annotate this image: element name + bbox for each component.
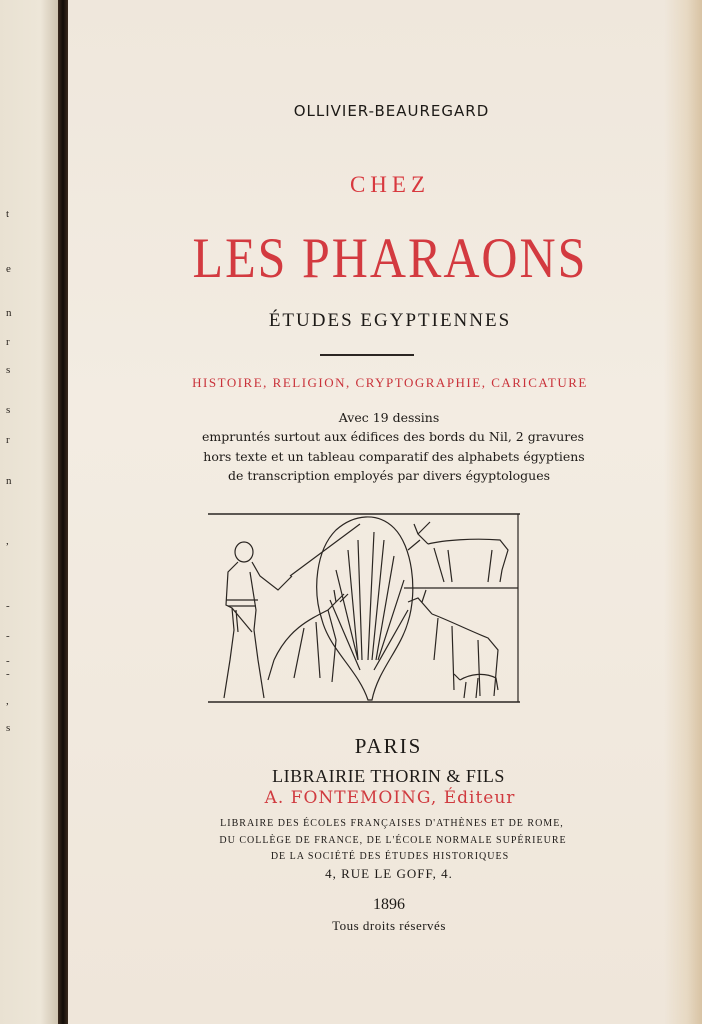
description-line: Avec 19 dessins: [338, 410, 440, 425]
facing-page-fragment: r: [6, 434, 10, 446]
topics-line: HISTOIRE, RELIGION, CRYPTOGRAPHIE, CARICATURE: [192, 375, 588, 390]
facing-page-fragment: n: [6, 307, 12, 319]
title-line-2: LES PHARAONS: [192, 225, 588, 290]
description-line: hors texte et un tableau comparatif des alphabets égyptiens: [203, 449, 585, 464]
facing-page-fragment: t: [6, 208, 10, 220]
facing-page-fragment: -: [6, 600, 10, 612]
subtitle: ÉTUDES EGYPTIENNES: [268, 310, 512, 331]
title-line-1: CHEZ: [349, 172, 431, 197]
rights-notice: Tous droits réservés: [332, 918, 446, 933]
publication-year: 1896: [373, 896, 405, 913]
facing-page: [0, 0, 58, 1024]
publisher-note: LIBRAIRE DES ÉCOLES FRANÇAISES D'ATHÈNES ET DE ROME,: [220, 818, 564, 829]
facing-page-fragment: s: [6, 404, 11, 416]
facing-page-fragment: -: [6, 630, 10, 642]
title-page: [68, 0, 702, 1024]
author-name: OLLIVIER-BEAUREGARD: [293, 102, 490, 120]
facing-page-fragment: s: [6, 364, 11, 376]
egyptian-engraving-illustration: [208, 510, 520, 706]
book-gutter: [58, 0, 68, 1024]
facing-page-fragment: n: [6, 475, 12, 487]
publisher-address: 4, RUE LE GOFF, 4.: [325, 866, 453, 881]
facing-page-fragment: r: [6, 336, 10, 348]
title-divider: [320, 354, 414, 356]
description-line: empruntés surtout aux édifices des bords du Nil, 2 gravures: [201, 429, 585, 444]
facing-page-fragment: -: [6, 668, 10, 680]
description-line: de transcription employés par divers égyptologues: [227, 468, 551, 483]
facing-page-fragment: e: [6, 263, 11, 275]
facing-page-fragment: -: [6, 655, 10, 667]
facing-page-fragment: s: [6, 722, 11, 734]
facing-page-fragment: ,: [6, 695, 9, 707]
facing-page-fragment: ,: [6, 535, 9, 547]
publisher-note: DE LA SOCIÉTÉ DES ÉTUDES HISTORIQUES: [270, 851, 510, 862]
publisher-house: LIBRAIRIE THORIN & FILS: [272, 766, 505, 786]
publisher-note: DU COLLÈGE DE FRANCE, DE L'ÉCOLE NORMALE SUPÉRIEURE: [219, 835, 567, 846]
publisher-editor: A. FONTEMOING, Éditeur: [264, 788, 516, 808]
publisher-city: PARIS: [354, 734, 423, 758]
